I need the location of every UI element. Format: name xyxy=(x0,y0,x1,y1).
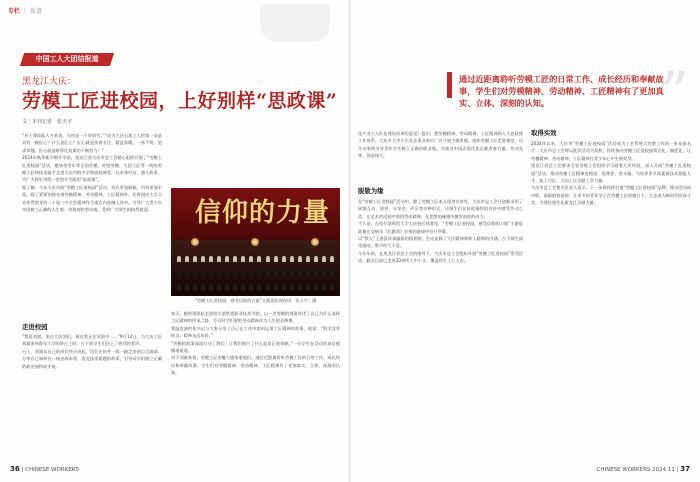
pull-quote: 通过近距离聆听劳模工匠的日常工作、成长经历和奉献故事，学生们对劳模精神、劳动精神、工匠精神有了更加真实、立体、深刻的认知。 xyxy=(459,74,664,109)
right-column-body-3: 2024年以来，大庆市“劳模工匠进校园”活动成为工会系统大宣教工作的一张亮丽名片，大庆市总工会将以此次活动为契机，持续推动劳模工匠进校园常态化、制度化，让劳模精神、劳动精神、工匠精神在青少年心中生根发芽。 黑龙江省总工会要求全省各级工会组织学习借鉴大庆经验，深入开展“劳模工匠进校园”活动，推动劳模工匠精神进校园、进课堂、进头脑，为培养更多高素质技术技能人才、能工巧匠、大国工匠贡献工会力量。 大庆市总工会相关负责人表示，下一步将持续打造“劳模工匠进校园”品牌，推动活动向中职、高职院校延伸，让更多的青年学子在劳模工匠的感召下，立志成为新时代的奋斗者，为建设现代化新龙江贡献力量。 xyxy=(531,141,691,206)
page-number-left: 36 xyxy=(10,465,20,473)
page-number-right: 37 xyxy=(680,465,690,473)
performer-row xyxy=(177,256,334,262)
left-column-body: “对于我技能人才来说，当初是一个好时代。”“成为大庆石油工人的第一步是具有一颗匠心？什么是匠心？匠心就是执着专注、精益求精、一丝不苟、追求卓越。匠心就是耐得住寂寞的不断努力！” 2024年秋季新学期开学前，黑龙江省大庆市总工会精心组织开展了“劳模工匠进校园”活动，邀请李雪年等全国劳模、省级劳模、大国工匠等一线的劳模工匠和技术能手走进大庆市的中学和高校课堂，以亲身经历、感人故事，为广大师生讲授一堂别开生面的“思政课”。 据了解，今年大庆市的“劳模工匠进校园”活动，形式更加新颖，内容更加丰富，除了紧紧围绕宣扬劳模精神、劳动精神、工匠精神外，还将国庆大学习宣传贯彻党的二十届三中全会精神作为重点内容融入其中，引导广大青少年牢固树立正确的人生观、价值观和劳动观，受到广大师生的热烈欢迎。 xyxy=(22,133,162,213)
page-folio-right: CHINESE WORKERS 2024.11 | 37 xyxy=(596,465,690,473)
right-subhead-1: 脱敬为缘 xyxy=(358,187,384,195)
magazine-name-right: CHINESE WORKERS xyxy=(596,467,651,473)
article-headline: 劳模工匠进校园，上好别样“思政课” xyxy=(22,90,338,112)
article-byline: 文｜本刊记者 张天宇 xyxy=(22,119,73,125)
left-column-body-3: 春天，她带领团队走进哈尔滨铁道职业技术学院，以一名劳模的视角讲述了自己为什么选择工匠精神的传承之路，号召同学们要把劳动精神作为人生的必修课。 鄂温克族的张书记与大家分享了自己在工作中如何运用工匠精神的故事，他说：“科学没有终点，精神永远年轻。” “劳模的故事深深打动了我们，让我们明白了什么是真正的奉献。”一位学生在活动结束后感慨地说道。 对于刘斌来说，劳模工匠的魅力感染着他们。通过近距离聆听劳模工匠的日常工作、成长经历和奉献故事，学生们对劳模精神、劳动精神、工匠精神有了更加真实、立体、深刻的认知。 xyxy=(171,311,340,376)
right-column-body: 化产业工人队伍建设改革的意见》提出，把劳模精神、劳动精神、工匠精神纳入大思政课工作体系。大庆市大中小学及企事业单位广泛开展主题讲座，组织劳模工匠走进课堂，以生动事例引导青年学生树立正确的职业观，为建设中国式现代化贡献青春力量，劳动光荣，创造伟大。 xyxy=(358,131,523,159)
header-column: 专栏 xyxy=(8,8,21,15)
magazine-name-left: CHINESE WORKERS xyxy=(25,467,79,473)
header-section: 报道 xyxy=(29,8,42,15)
stage-lamp xyxy=(311,238,319,246)
page-folio-left: 36 | CHINESE WORKERS xyxy=(10,465,79,473)
stage-banner-text: 信仰的力量 xyxy=(195,198,331,228)
audience-row xyxy=(177,284,334,290)
decorative-quote-mark: ” xyxy=(660,61,689,126)
event-photo xyxy=(171,188,340,296)
pull-quote-bar xyxy=(447,72,452,98)
right-column-body-2: 在“劳模工匠进校园”活动中，除了劳模工匠本人现身宣讲外，大庆市总工会还创新采用了同频互动、演讲、分享会、声乐等多种形式，让师生们在轻松愉快的音符中感受劳动之美，在艺术的浸润中领悟劳动精神，在思想的碰撞中激发前进的动力。 不久前，在哈尔滨师范大学大庆校区体育馆，“劳模工匠进校园，感受信仰的力量”主题思政课在交响乐《红旗颂》宏伟的旋律中拉开序幕。 以“铁人”王进喜故事编排的情景剧、生动诠释了大庆精神和铁人精神的内涵，台下师生深受感动，掌声经久不息。 今年年初，在黑龙江省总工会的指导下，大庆市总工会组织开展“劳模工匠进校园”系列活动，截至目前已走进20余所大中小学，覆盖师生上万人次。 xyxy=(358,199,523,264)
running-header: 专栏 ｜ 报道 xyxy=(8,8,42,15)
left-subhead: 走进校园 xyxy=(22,323,48,331)
issue-date: 2024.11 xyxy=(652,467,675,473)
left-column-body-2: “我是刘斌，来自大庆油田，现在我正在试验中……”9月13日，当大庆工匠刘斌来到鲁东大学的讲台上时，台下的学生们送上了热烈的掌声。 台上，刘斌从自己的成长经历讲起，回忆在钻井一线一路走来的点点滴滴，分享自己如何在一线苦练本领、攻克技术难题的故事，引导同学们树立正确的职业观和成才观。 xyxy=(22,334,162,369)
stage-lamp xyxy=(251,238,259,246)
photo-caption: “劳模工匠进校园，感受信仰的力量”主题思政课现场 张天宇｜摄 xyxy=(194,298,317,303)
page-gutter xyxy=(349,0,351,482)
orchestra-row xyxy=(177,270,334,276)
stage-lamp xyxy=(191,238,199,246)
decorative-quote-block xyxy=(260,4,330,42)
section-tag: 中国工人大团结报道 xyxy=(20,53,114,66)
right-subhead-2: 取得实效 xyxy=(531,129,557,137)
article-kicker: 黑龙江大庆： xyxy=(22,77,77,87)
